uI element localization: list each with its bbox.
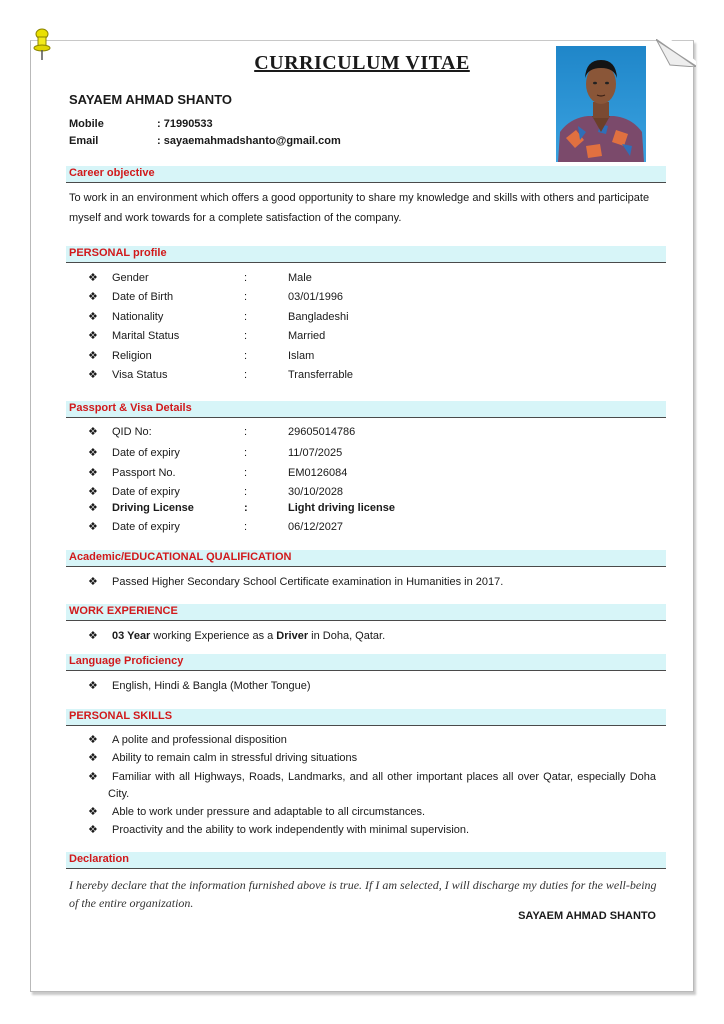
field-label: Nationality <box>112 311 164 323</box>
email-value: : sayaemahmadshanto@gmail.com <box>157 135 341 147</box>
section-title: Language Proficiency <box>69 655 184 667</box>
skill-text: A polite and professional disposition <box>112 734 287 746</box>
passport-row-driving-license <box>88 502 668 518</box>
section-language <box>66 654 666 671</box>
section-title: WORK EXPERIENCE <box>69 605 178 617</box>
mobile-value: : 71990533 <box>157 118 213 130</box>
section-work-experience <box>66 604 666 621</box>
work-end: in Doha, Qatar. <box>308 630 386 642</box>
email-label: Email <box>69 135 99 147</box>
bullet-icon: ❖ <box>88 824 98 836</box>
bullet-icon: ❖ <box>88 369 98 381</box>
field-value: 03/01/1996 <box>288 291 344 303</box>
skill-text: Able to work under pressure and adaptable to all circumstances. <box>112 806 426 818</box>
bullet-icon: ❖ <box>88 447 98 459</box>
colon: : <box>244 350 248 362</box>
field-value: Bangladeshi <box>288 311 349 323</box>
field-label: Religion <box>112 350 152 362</box>
section-title: PERSONAL profile <box>69 247 167 259</box>
career-objective-text: To work in an environment which offers a good opportunity to share my knowledge and skills with others and participate myself and work towards for a complete satisfaction of the company. <box>69 192 650 224</box>
push-pin-icon <box>32 28 52 62</box>
section-title: Passport & Visa Details <box>69 402 192 414</box>
section-academic <box>66 550 666 567</box>
personal-row-visa-status <box>88 369 668 385</box>
field-label: QID No: <box>112 426 152 438</box>
skill-text: Proactivity and the ability to work independently with minimal supervision. <box>112 824 470 836</box>
bullet-icon: ❖ <box>88 752 98 764</box>
personal-row-dob <box>88 291 668 307</box>
colon: : <box>244 521 248 533</box>
skill-text: Ability to remain calm in stressful driving situations <box>112 752 358 764</box>
section-title: PERSONAL SKILLS <box>69 710 173 722</box>
bullet-icon: ❖ <box>88 330 98 342</box>
email-row <box>69 135 341 147</box>
bullet-icon: ❖ <box>88 521 98 533</box>
passport-row-passport-no <box>88 467 668 483</box>
work-text <box>112 630 385 642</box>
skill-item <box>88 824 668 840</box>
bullet-icon: ❖ <box>88 630 98 642</box>
bullet-icon: ❖ <box>88 486 98 498</box>
section-career-objective <box>66 166 666 183</box>
bullet-icon: ❖ <box>88 272 98 284</box>
passport-row-qid <box>88 426 668 442</box>
personal-row-gender <box>88 272 668 288</box>
field-label: Date of expiry <box>112 486 180 498</box>
skill-item <box>88 734 668 750</box>
section-title: Career objective <box>69 167 155 179</box>
bullet-icon: ❖ <box>88 502 98 514</box>
field-label: Driving License <box>112 502 194 514</box>
candidate-name: SAYAEM AHMAD SHANTO <box>69 92 233 107</box>
personal-row-marital-status <box>88 330 668 346</box>
academic-item <box>88 576 668 592</box>
skill-item <box>88 806 668 822</box>
bullet-icon: ❖ <box>88 350 98 362</box>
field-value: Male <box>288 272 312 284</box>
section-title: Academic/EDUCATIONAL QUALIFICATION <box>69 551 292 563</box>
field-label: Date of expiry <box>112 521 180 533</box>
bullet-icon: ❖ <box>88 467 98 479</box>
bullet-icon: ❖ <box>88 734 98 746</box>
field-value: EM0126084 <box>288 467 348 479</box>
personal-row-nationality <box>88 311 668 327</box>
skill-item <box>88 752 668 768</box>
document-title: CURRICULUM VITAE <box>254 52 470 74</box>
field-value: Married <box>288 330 326 342</box>
field-value: 30/10/2028 <box>288 486 344 498</box>
academic-text: Passed Higher Secondary School Certificate examination in Humanities in 2017. <box>112 576 504 588</box>
work-role: Driver <box>276 630 309 642</box>
field-label: Gender <box>112 272 149 284</box>
colon: : <box>244 330 248 342</box>
section-personal-skills <box>66 709 666 726</box>
field-value: Islam <box>288 350 315 362</box>
bullet-icon: ❖ <box>88 806 98 818</box>
profile-photo <box>556 46 646 162</box>
bullet-icon: ❖ <box>88 311 98 323</box>
bullet-icon: ❖ <box>88 291 98 303</box>
signature-name: SAYAEM AHMAD SHANTO <box>518 910 656 922</box>
section-passport-visa <box>66 401 666 418</box>
field-label: Marital Status <box>112 330 180 342</box>
mobile-label: Mobile <box>69 118 104 130</box>
bullet-icon: ❖ <box>88 426 98 438</box>
field-label: Passport No. <box>112 467 176 479</box>
skill-item <box>88 769 656 803</box>
mobile-row <box>69 118 213 130</box>
field-value: Light driving license <box>288 502 395 514</box>
field-label: Date of Birth <box>112 291 174 303</box>
colon: : <box>244 447 248 459</box>
skill-text: Familiar with all Highways, Roads, Landmarks, and all other important places all over Qatar, especially Doha City. <box>108 771 656 800</box>
passport-row-qid-expiry <box>88 447 668 463</box>
personal-row-religion <box>88 350 668 366</box>
section-title: Declaration <box>69 853 129 865</box>
field-label: Date of expiry <box>112 447 180 459</box>
language-item <box>88 680 668 696</box>
colon: : <box>244 291 248 303</box>
declaration-text: I hereby declare that the information furnished above is true. If I am selected, I will discharge my duties for the well-being of the entire organization. <box>69 878 657 910</box>
section-declaration <box>66 852 666 869</box>
field-value: 29605014786 <box>288 426 356 438</box>
work-item <box>88 630 668 646</box>
passport-row-passport-expiry <box>88 486 668 502</box>
colon: : <box>244 502 248 514</box>
language-text: English, Hindi & Bangla (Mother Tongue) <box>112 680 311 692</box>
passport-row-license-expiry <box>88 521 668 537</box>
bullet-icon: ❖ <box>88 771 98 783</box>
field-value: Transferrable <box>288 369 354 381</box>
colon: : <box>244 369 248 381</box>
work-mid: working Experience as a <box>150 630 277 642</box>
colon: : <box>244 467 248 479</box>
section-personal-profile <box>66 246 666 263</box>
field-value: 06/12/2027 <box>288 521 344 533</box>
colon: : <box>244 426 248 438</box>
field-value: 11/07/2025 <box>288 447 343 459</box>
colon: : <box>244 311 248 323</box>
colon: : <box>244 486 248 498</box>
bullet-icon: ❖ <box>88 576 98 588</box>
bullet-icon: ❖ <box>88 680 98 692</box>
work-years: 03 Year <box>112 630 151 642</box>
field-label: Visa Status <box>112 369 168 381</box>
colon: : <box>244 272 248 284</box>
